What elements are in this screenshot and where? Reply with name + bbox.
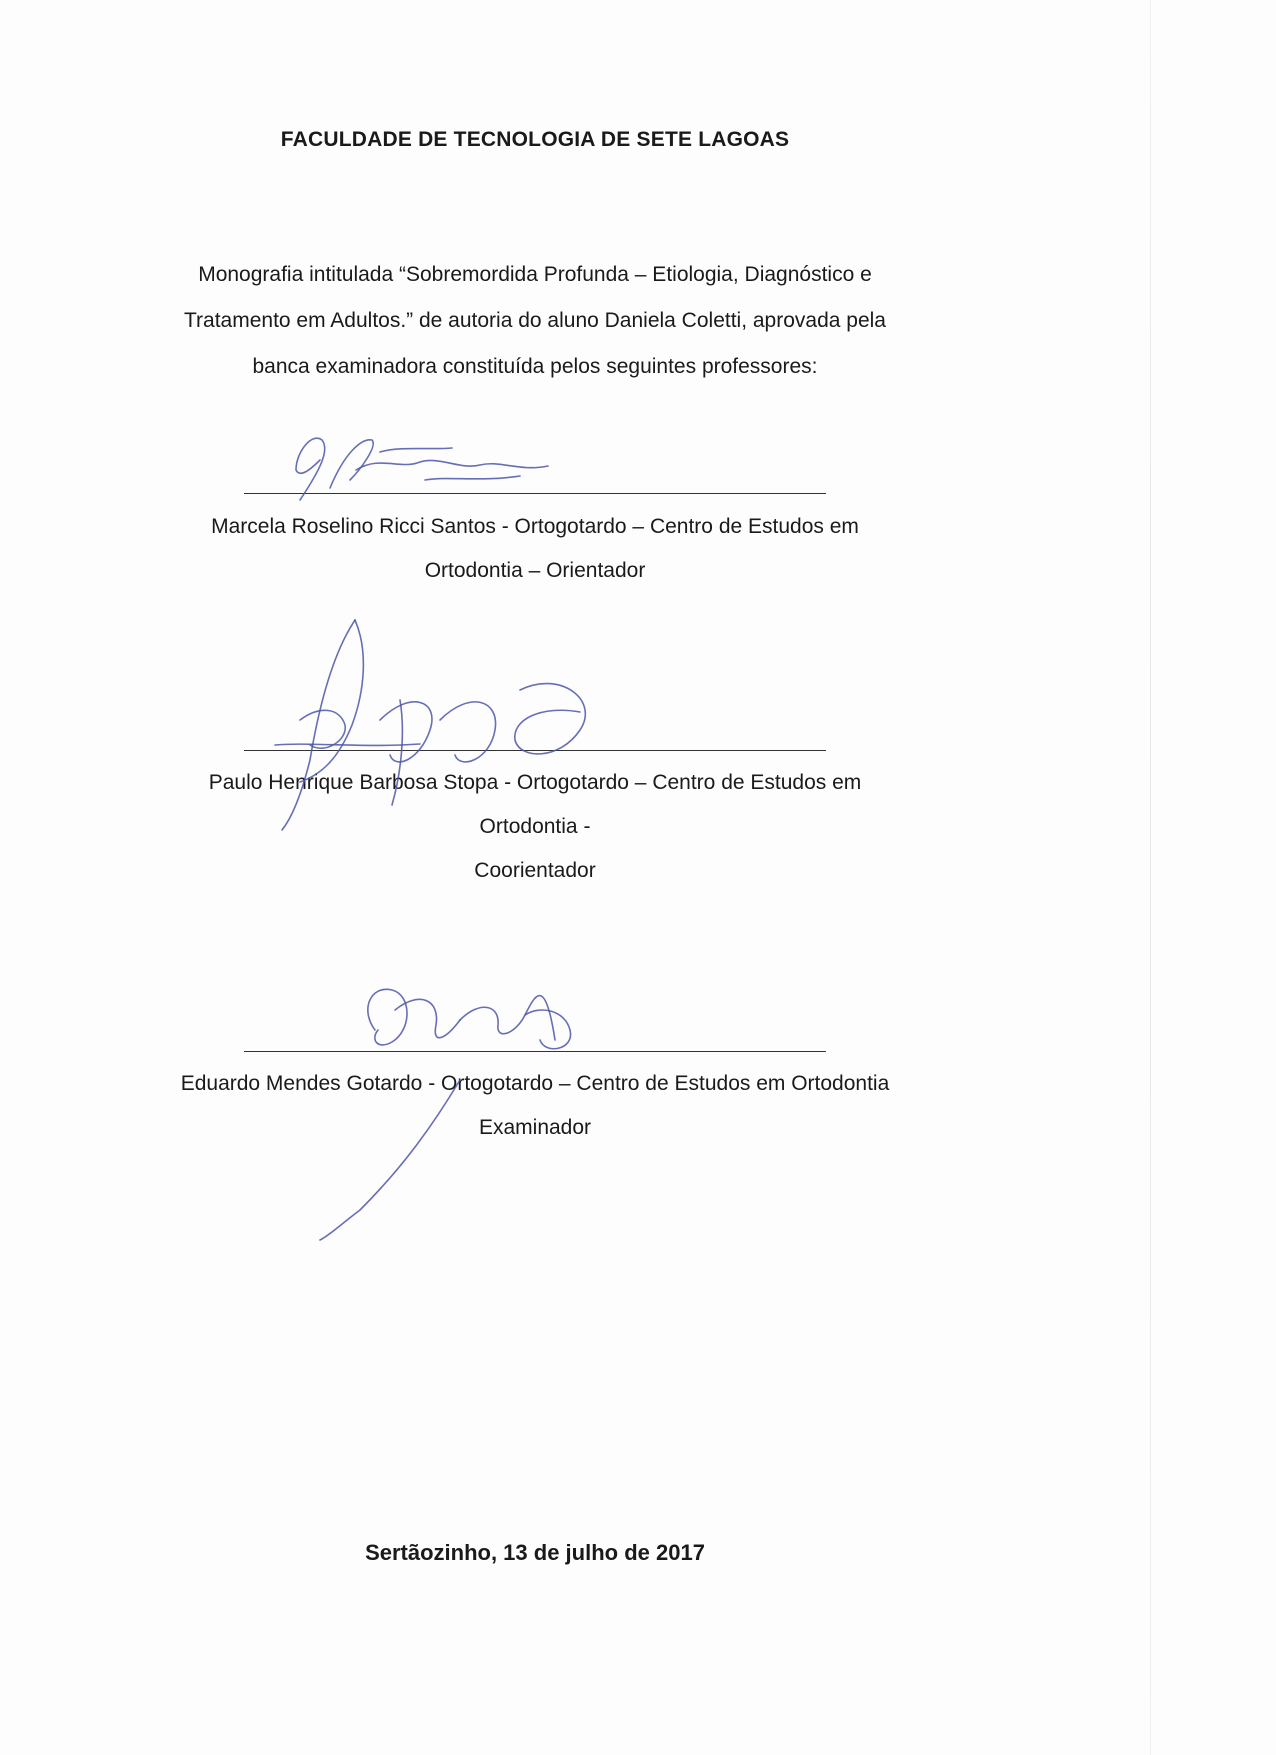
examiner-role-line: Ortodontia – Orientador xyxy=(424,559,646,582)
scan-edge xyxy=(1150,0,1151,1755)
examiner-role-line: Coorientador xyxy=(474,859,596,882)
signature-line-advisor xyxy=(244,493,826,494)
signature-advisor xyxy=(296,438,548,500)
examiner-name-line: Eduardo Mendes Gotardo - Ortogotardo – Centro de Estudos em Ortodontia xyxy=(180,1072,890,1095)
approval-statement xyxy=(110,252,960,390)
examiner-member xyxy=(100,1062,970,1150)
examiner-role-line: Ortodontia - xyxy=(479,815,591,838)
examiner-advisor xyxy=(100,505,970,593)
examiner-coadvisor xyxy=(100,761,970,893)
institution-title: FACULDADE DE TECNOLOGIA DE SETE LAGOAS xyxy=(280,128,790,151)
signature-line-coadvisor xyxy=(244,750,826,751)
approval-statement-line: Monografia intitulada “Sobremordida Profunda – Etiologia, Diagnóstico e xyxy=(198,263,872,286)
approval-statement-line: banca examinadora constituída pelos seguintes professores: xyxy=(252,355,818,378)
examiner-name-line: Paulo Henrique Barbosa Stopa - Ortogotardo – Centro de Estudos em xyxy=(208,771,862,794)
approval-statement-line: Tratamento em Adultos.” de autoria do aluno Daniela Coletti, aprovada pela xyxy=(184,309,886,332)
examiner-role-line: Examinador xyxy=(478,1116,592,1139)
place-and-date: Sertãozinho, 13 de julho de 2017 xyxy=(365,1540,705,1565)
examiner-name-line: Marcela Roselino Ricci Santos - Ortogotardo – Centro de Estudos em xyxy=(211,515,859,538)
signature-line-examiner xyxy=(244,1051,826,1052)
